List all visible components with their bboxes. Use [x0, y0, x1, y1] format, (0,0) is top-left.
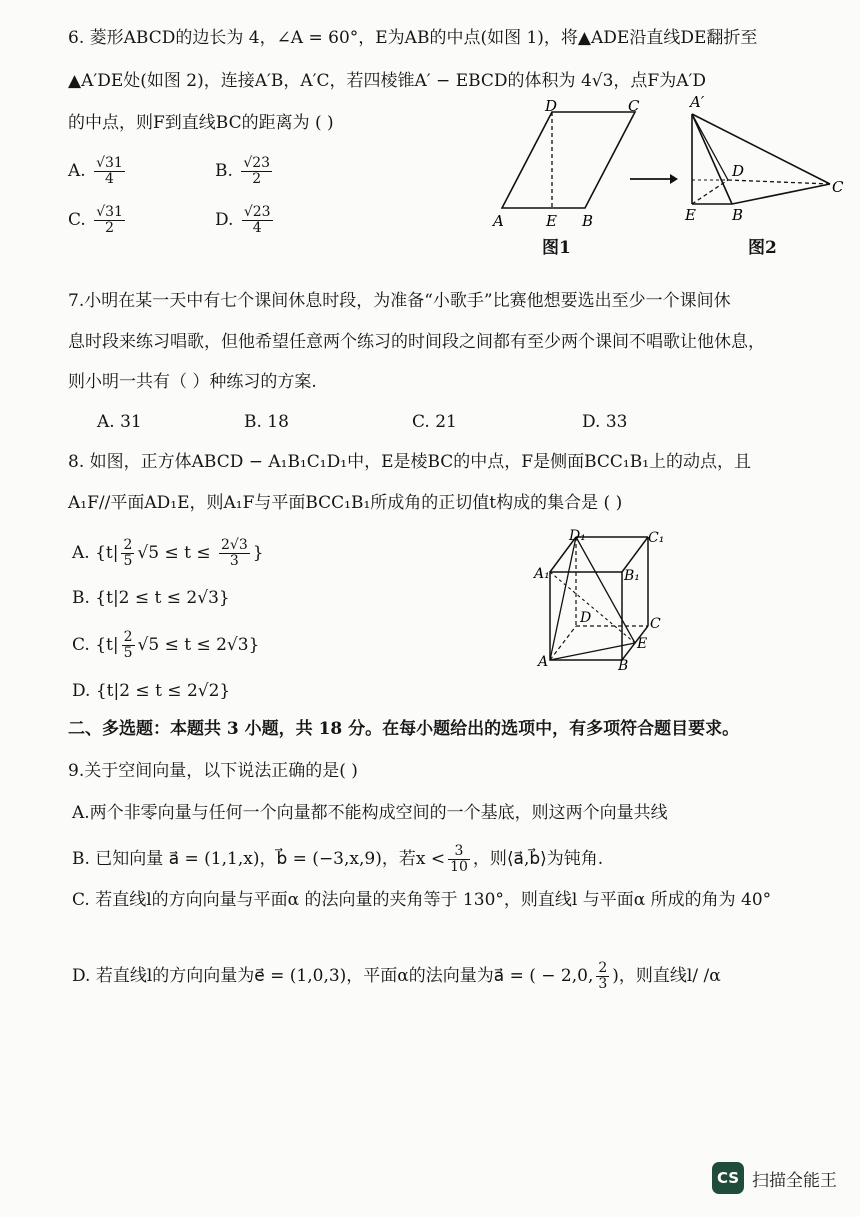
- q9-option-b-post: ，则⟨a⃗,b⃗⟩为钝角.: [472, 849, 604, 869]
- cube-label-d: D: [580, 610, 592, 626]
- figure-cube: [528, 528, 668, 673]
- q8-option-a-mid: √5 ≤ t ≤: [137, 543, 216, 563]
- figure-1-rhombus: [490, 100, 660, 235]
- q6-option-a-den: 4: [105, 171, 114, 187]
- fig1-label-d: D: [545, 100, 558, 115]
- q9-option-a: A.两个非零向量与任何一个向量都不能构成空间的一个基底，则这两个向量共线: [72, 803, 668, 823]
- fig2-label-a1: A′: [690, 93, 705, 111]
- cube-label-e: E: [637, 636, 648, 652]
- q7-line1: 7.小明在某一天中有七个课间休息时段，为准备“小歌手”比赛他想要选出至少一个课间休: [68, 291, 731, 311]
- fig1-label-b: B: [582, 212, 594, 230]
- q6-option-c-den: 2: [105, 220, 115, 236]
- fig2-label-e: E: [685, 206, 696, 224]
- fig1-label-e: E: [546, 212, 557, 230]
- q7-option-c: C. 21: [412, 412, 457, 432]
- fig1-label-c: C: [628, 100, 640, 115]
- figure-2-pyramid: [680, 92, 850, 232]
- cube-label-b1: B₁: [624, 568, 640, 584]
- cube-label-c1: C₁: [648, 530, 665, 546]
- q7-option-b: B. 18: [244, 412, 289, 432]
- q8-option-b: B. {t|2 ≤ t ≤ 2√3}: [72, 588, 230, 608]
- q9-option-b-pre: B. 已知向量 a⃗ = (1,1,x)，b⃗ = (−3,x,9)，若x <: [72, 849, 446, 869]
- q8-option-a-frac2-num: 2√3: [220, 537, 248, 553]
- q9-option-b: [72, 844, 603, 875]
- q8-option-a-frac1-den: 5: [123, 553, 133, 569]
- q9-option-c: C. 若直线l的方向向量与平面α 的法向量的夹角等于 130°，则直线l 与平面α 所成的角为 40°: [72, 890, 772, 910]
- camscanner-logo-icon: CS: [712, 1162, 744, 1194]
- q6-line2: ▲A′DE处(如图 2)，连接A′B，A′C，若四棱锥A′ − EBCD的体积为 4√3，点F为A′D: [68, 71, 706, 91]
- q8-option-d: D. {t|2 ≤ t ≤ 2√2}: [72, 681, 231, 701]
- q6-option-d-den: 4: [252, 220, 262, 236]
- cube-label-d1: D₁: [569, 528, 586, 544]
- q8-option-a-frac2: [219, 538, 250, 569]
- q8-option-a-frac1-num: 2: [123, 537, 133, 553]
- edge-d-c: [728, 180, 830, 184]
- fig1-label-a: A: [493, 212, 504, 230]
- q9-option-b-frac-num: 3: [448, 844, 470, 860]
- figure-2-caption: 图2: [748, 238, 777, 258]
- q6-option-b: [215, 156, 275, 187]
- cube-label-a1: A₁: [534, 566, 550, 582]
- q9-option-d-post: )，则直线l/ /α: [612, 966, 721, 986]
- fig2-label-b: B: [732, 206, 744, 224]
- cube-label-a: A: [538, 654, 549, 670]
- rhombus-outline: [502, 112, 635, 208]
- q8-option-c-frac-num: 2: [123, 629, 133, 645]
- q9-option-b-frac: [448, 844, 470, 875]
- q6-option-c: [68, 205, 128, 236]
- q7-option-d: D. 33: [582, 412, 628, 432]
- edge-e-d: [692, 180, 728, 204]
- q8-option-a-post: }: [252, 543, 264, 563]
- q6-option-b-num: √23: [243, 155, 271, 171]
- q6-option-c-label: C.: [68, 210, 86, 230]
- scanner-watermark: [712, 1161, 837, 1195]
- q6-option-b-fraction: [241, 156, 272, 187]
- cube-label-c: C: [650, 616, 661, 632]
- q8-option-c: [72, 630, 259, 661]
- q8-option-c-post: √5 ≤ t ≤ 2√3}: [137, 635, 260, 655]
- cube-line-d1-e: [576, 537, 635, 643]
- q8-option-a-frac1: [121, 538, 134, 569]
- q6-option-b-den: 2: [252, 171, 262, 187]
- q6-option-c-fraction: [94, 205, 125, 236]
- q6-option-a: [68, 156, 128, 187]
- q6-line3: 的中点，则F到直线BC的距离为 ( ): [68, 113, 334, 133]
- q8-option-a-frac2-den: 3: [229, 553, 239, 569]
- fig2-label-c: C: [832, 178, 844, 196]
- figure-1-caption: 图1: [542, 238, 571, 258]
- q8-option-c-frac-den: 5: [123, 645, 133, 661]
- section-2-heading: 二、多选题：本题共 3 小题，共 18 分。在每小题给出的选项中，有多项符合题目要求。: [68, 719, 740, 739]
- q9-option-d-frac-den: 3: [598, 976, 608, 992]
- q6-option-d-fraction: [242, 205, 273, 236]
- edge-a1-c: [692, 114, 830, 184]
- arrow-icon: [628, 172, 678, 186]
- q6-line1: 6. 菱形ABCD的边长为 4，∠A = 60°，E为AB的中点(如图 1)，将▲ADE沿直线DE翻折至: [68, 28, 758, 48]
- q9-option-d-frac-num: 2: [598, 960, 608, 976]
- q8-option-a: [72, 538, 264, 569]
- q9-option-b-frac-den: 10: [450, 859, 468, 875]
- q7-line2: 息时段来练习唱歌，但他希望任意两个练习的时间段之间都有至少两个课间不唱歌让他休息，: [68, 332, 765, 352]
- q8-option-c-pre: C. {t|: [72, 635, 119, 655]
- q6-option-b-label: B.: [215, 161, 233, 181]
- q8-option-c-frac: [122, 630, 135, 661]
- q9-option-d: [72, 961, 721, 992]
- q7-option-a: A. 31: [97, 412, 142, 432]
- q8-line1: 8. 如图，正方体ABCD − A₁B₁C₁D₁中，E是棱BC的中点，F是侧面BCC₁B₁上的动点，且: [68, 452, 752, 472]
- q6-option-a-label: A.: [68, 161, 86, 181]
- fig2-label-d: D: [732, 162, 745, 180]
- cube-label-b: B: [618, 658, 629, 673]
- watermark-text: 扫描全能王: [752, 1170, 837, 1191]
- q6-option-c-num: √31: [96, 204, 123, 220]
- q9-stem: 9.关于空间向量，以下说法正确的是( ): [68, 761, 358, 781]
- q7-line3: 则小明一共有（ ）种练习的方案.: [68, 372, 317, 392]
- q8-option-a-pre: A. {t|: [72, 543, 119, 563]
- q6-option-a-fraction: [94, 156, 125, 187]
- edge-b-c: [732, 184, 830, 204]
- q6-option-d-label: D.: [215, 210, 234, 230]
- cube-edge-b1-c1: [622, 537, 648, 572]
- q6-option-d-num: √23: [243, 204, 271, 220]
- q9-option-d-pre: D. 若直线l的方向向量为e⃗ = (1,0,3)，平面α的法向量为a⃗ = ( − 2,0,: [72, 966, 594, 986]
- q8-line2: A₁F//平面AD₁E，则A₁F与平面BCC₁B₁所成角的正切值t构成的集合是 ( ): [68, 493, 623, 513]
- q6-option-d: [215, 205, 276, 236]
- q9-option-d-frac: [596, 961, 609, 992]
- q6-option-a-num: √31: [96, 155, 123, 171]
